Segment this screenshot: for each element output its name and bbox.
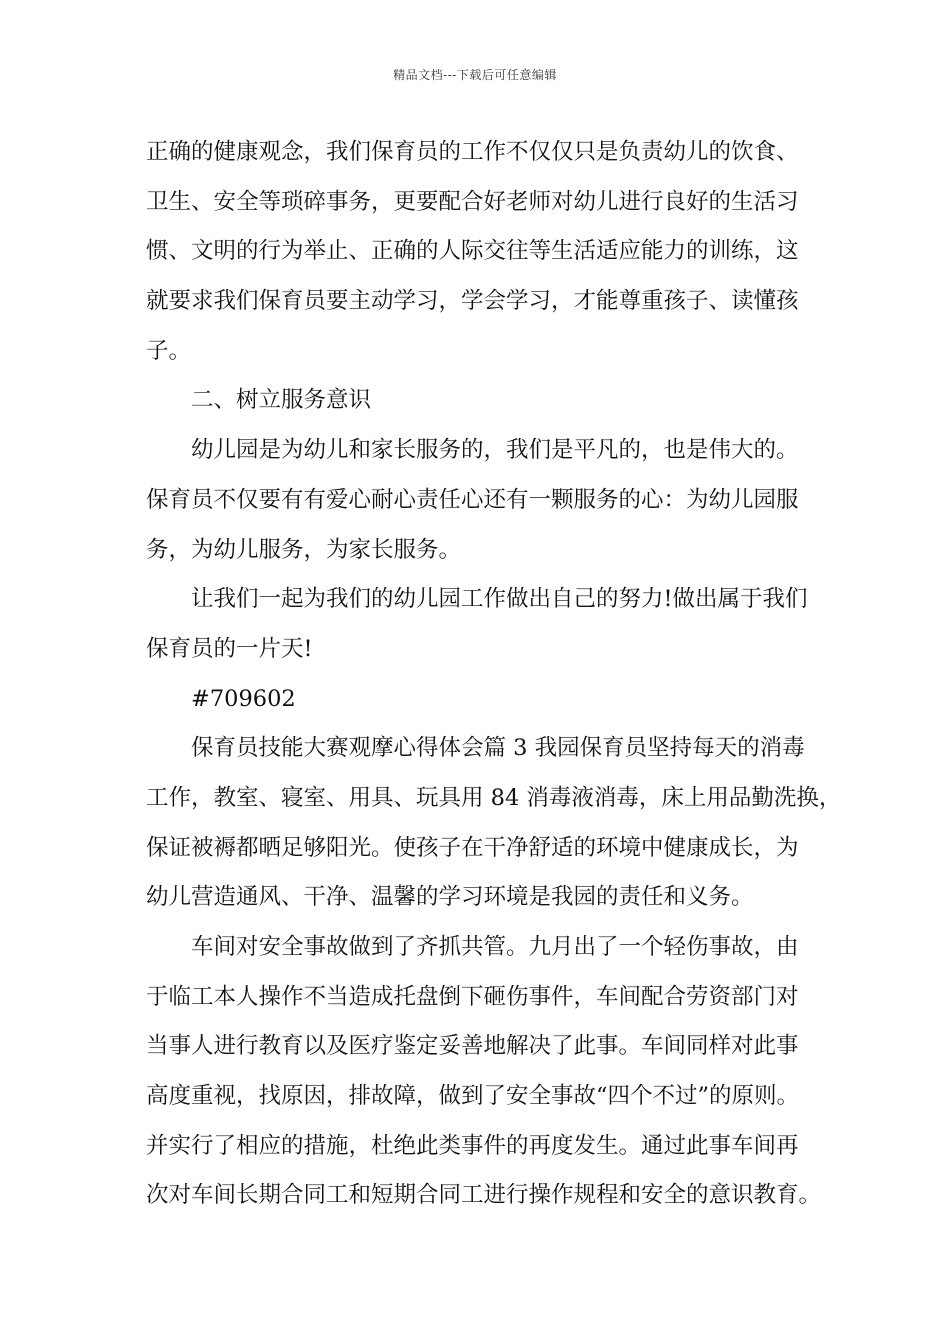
text-line-19: 当事人进行教育以及医疗鉴定妥善地解决了此事。车间同样对此事 xyxy=(146,1033,799,1060)
document-body xyxy=(146,128,842,1221)
text-line-8: 保育员不仅要有有爱心耐心责任心还有一颗服务的心：为幼儿园服 xyxy=(146,486,799,513)
text-line-22: 次对车间长期合同工和短期合同工进行操作规程和安全的意识教育。 xyxy=(146,1182,822,1209)
section-heading: 二、树立服务意识 xyxy=(191,387,372,414)
page-header: 精品文档---下载后可任意编辑 xyxy=(393,68,557,82)
text-line-13: 保育员技能大赛观摩心得体会篇 3 我园保育员坚持每天的消毒 xyxy=(191,735,805,762)
text-line-14: 工作，教室、寝室、用具、玩具用 84 消毒液消毒，床上用品勤洗换， xyxy=(146,784,842,811)
text-line-5: 子。 xyxy=(146,337,192,364)
text-line-7: 幼儿园是为幼儿和家长服务的，我们是平凡的，也是伟大的。 xyxy=(191,437,799,464)
text-line-3: 惯、文明的行为举止、正确的人际交往等生活适应能力的训练，这 xyxy=(146,238,799,265)
text-line-1: 正确的健康观念，我们保育员的工作不仅仅只是负责幼儿的饮食、 xyxy=(146,139,799,165)
text-line-17: 车间对安全事故做到了齐抓共管。九月出了一个轻伤事故，由 xyxy=(191,934,799,960)
text-line-4: 就要求我们保育员要主动学习，学会学习，才能尊重孩子、读懂孩 xyxy=(146,288,799,315)
text-line-21: 并实行了相应的措施，杜绝此类事件的再度发生。通过此事车间再 xyxy=(146,1132,799,1159)
text-line-11: 保育员的一片天! xyxy=(146,635,313,662)
text-line-10: 让我们一起为我们的幼儿园工作做出自己的努力!做出属于我们 xyxy=(191,586,808,613)
text-line-16: 幼儿营造通风、干净、温馨的学习环境是我园的责任和义务。 xyxy=(146,884,754,911)
text-line-15: 保证被褥都晒足够阳光。使孩子在干净舒适的环境中健康成长，为 xyxy=(146,834,799,861)
text-line-9: 务，为幼儿服务，为家长服务。 xyxy=(146,536,462,563)
text-line-18: 于临工本人操作不当造成托盘倒下砸伤事件，车间配合劳资部门对 xyxy=(146,983,799,1010)
text-line-2: 卫生、安全等琐碎事务，更要配合好老师对幼儿进行良好的生活习 xyxy=(146,188,799,215)
text-line-20: 高度重视，找原因，排故障，做到了安全事故“四个不过”的原则。 xyxy=(146,1083,800,1110)
document-id: #709602 xyxy=(191,685,296,712)
